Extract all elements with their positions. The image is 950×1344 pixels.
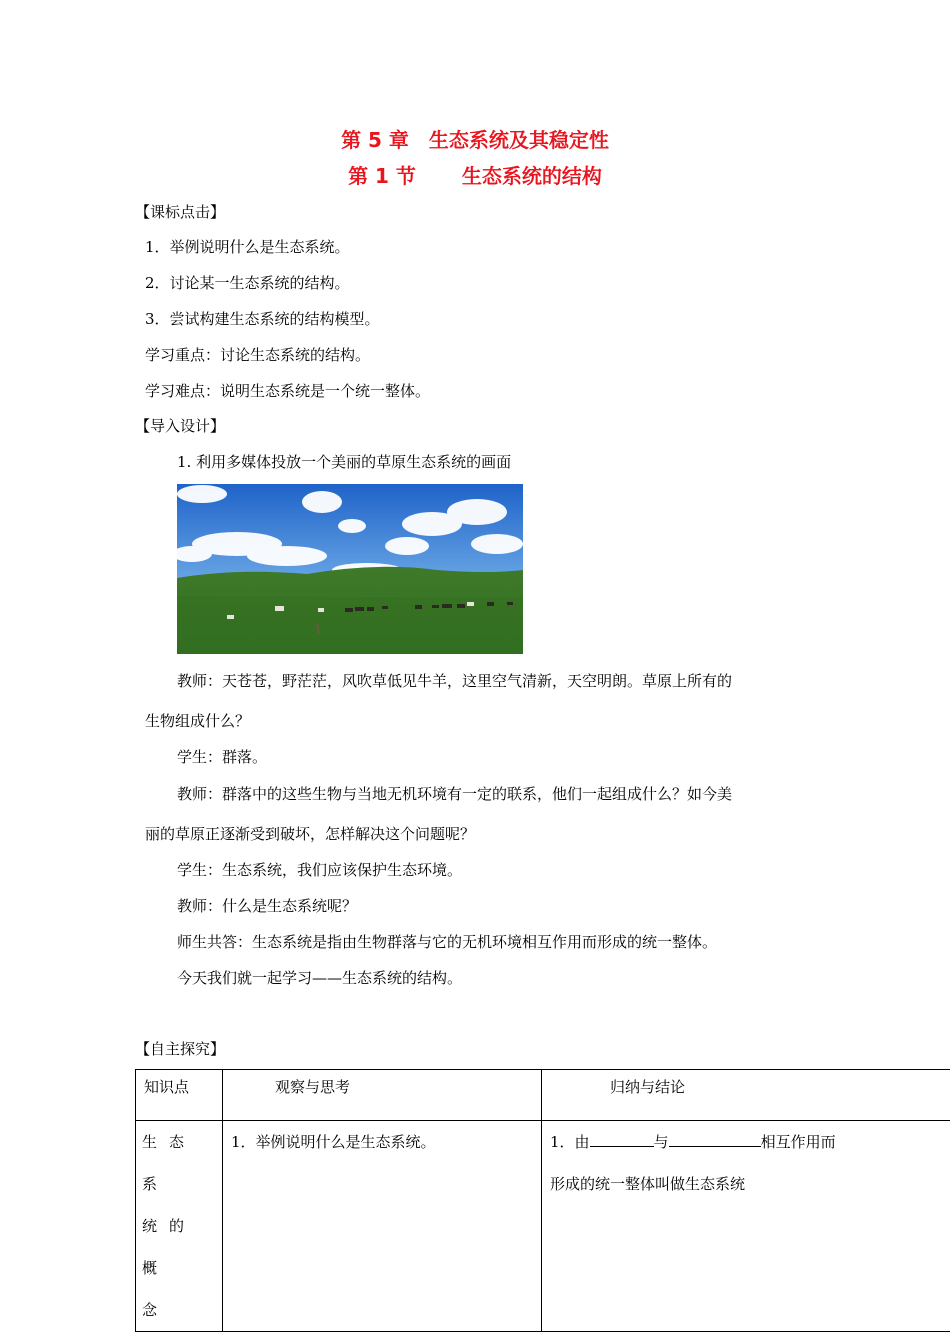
- zizhu-heading: 【自主探究】: [135, 1040, 226, 1058]
- dialogue-line-6: 学生：生态系统，我们应该保护生态环境。: [177, 861, 463, 879]
- conclusion-cell: [542, 1121, 950, 1332]
- section-name: 生态系统的结构: [461, 164, 602, 188]
- topic-line-3: 念: [142, 1301, 170, 1319]
- conclusion-part-4: 形成的统一整体叫做生态系统: [550, 1175, 746, 1193]
- dialogue-line-2: 生物组成什么？: [145, 712, 251, 730]
- dialogue-line-8: 师生共答：生态系统是指由生物群落与它的无机环境相互作用而形成的统一整体。: [177, 933, 718, 951]
- section-title: [0, 160, 950, 189]
- header-conclusion: 归纳与结论: [542, 1070, 950, 1121]
- conclusion-part-3: 相互作用而: [760, 1133, 836, 1151]
- header-knowledge-point: 知识点: [136, 1070, 223, 1121]
- dialogue-line-1: 教师：天苍苍，野茫茫，风吹草低见牛羊，这里空气清新，天空明朗。草原上所有的: [177, 672, 733, 690]
- table-header-row: [136, 1070, 950, 1121]
- header-observe: 观察与思考: [223, 1070, 542, 1121]
- conclusion-part-2: 与: [653, 1133, 669, 1151]
- topic-cell: [136, 1121, 223, 1332]
- difficulty-point: 学习难点：说明生态系统是一个统一整体。: [145, 382, 431, 400]
- observe-cell: 1．举例说明什么是生态系统。: [223, 1121, 542, 1332]
- dialogue-line-3: 学生：群落。: [177, 748, 268, 766]
- topic-line-1: 生态系: [142, 1133, 197, 1193]
- kebiao-item-3: 3．尝试构建生态系统的结构模型。: [145, 310, 380, 328]
- kebiao-item-2: 2．讨论某一生态系统的结构。: [145, 274, 350, 292]
- grassland-photo: [177, 484, 523, 654]
- topic-line-2: 统的概: [142, 1217, 197, 1277]
- dialogue-line-4: 教师：群落中的这些生物与当地无机环境有一定的联系，他们一起组成什么？如今美: [177, 785, 733, 803]
- inquiry-table: [135, 1069, 950, 1332]
- chapter-title: 第 5 章 生态系统及其稳定性: [341, 128, 609, 152]
- blank-2[interactable]: [669, 1132, 761, 1147]
- kebiao-item-1: 1．举例说明什么是生态系统。: [145, 238, 350, 256]
- kebiao-heading: 【课标点击】: [135, 203, 226, 221]
- blank-1[interactable]: [590, 1132, 654, 1147]
- key-point: 学习重点：讨论生态系统的结构。: [145, 346, 371, 364]
- dialogue-line-9: 今天我们就一起学习——生态系统的结构。: [177, 969, 463, 987]
- daoru-heading: 【导入设计】: [135, 417, 226, 435]
- dialogue-line-5: 丽的草原正逐渐受到破坏，怎样解决这个问题呢？: [145, 825, 476, 843]
- table-row: [136, 1121, 950, 1332]
- conclusion-part-1: 1．由: [550, 1133, 590, 1151]
- daoru-item-1: 1. 利用多媒体投放一个美丽的草原生态系统的画面: [177, 453, 512, 471]
- dialogue-line-7: 教师：什么是生态系统呢？: [177, 897, 358, 915]
- section-number: 第 1 节: [348, 164, 416, 188]
